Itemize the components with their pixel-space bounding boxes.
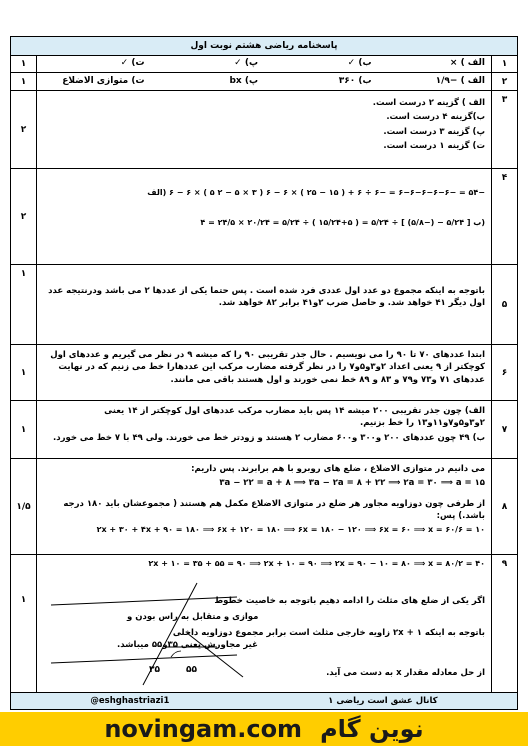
question-number: ۲ (491, 73, 517, 90)
parallel-line-bottom (51, 655, 237, 663)
option-a: الف ) −۱/۹ (435, 75, 485, 86)
question-number: ۴ (491, 169, 517, 264)
score: ۱/۵ (11, 459, 37, 554)
question-number: ۱ (491, 55, 517, 72)
question-number: ۹ (491, 555, 517, 692)
equation-a: −۵۴ = −۶−۶−۶−۶−۶ = −۶ ÷ ۶ + ( ۱۵ − ۲۵ ) × ۶ − ۶ ( ۳ × ۵ − ۲ ۵ ) × ۶ − ۶ (الف (147, 188, 485, 197)
equation: ۲x + ۱۰ = ۳۵ + ۵۵ = ۹۰ ⟹ ۲x + ۱۰ = ۹۰ ⟹ ۲x = ۹۰ − ۱۰ = ۸۰ ⟹ x = ۸۰/۲ = ۴۰ (148, 559, 485, 568)
answer-text: باتوجه به اینکه مجموع دو عدد اول عددی فرد شده است . پس حتما یکی از عددها ۲ می باشد ودرنتیجه عدد اول دیگر ۴۱ خواهد شد. و حاصل ضرب ۲و۴۱ برابر ۸۲ خواهد شد. (48, 286, 485, 309)
row-6 (11, 345, 517, 401)
row-8 (11, 459, 517, 555)
option-c: پ) bx (229, 75, 258, 86)
parallel-line-top (51, 597, 237, 605)
telegram-handle: @eshghastriazi1 (90, 696, 170, 706)
row-4 (11, 169, 517, 265)
score: ۱ (11, 55, 37, 72)
sheet-footer (10, 692, 518, 710)
row-1 (11, 55, 517, 73)
option-d: ت) متوازی الاضلاع (62, 75, 145, 86)
channel-name: کانال عشق است ریاضی ۱ (328, 696, 438, 706)
score: ۱ (11, 401, 37, 458)
answer-line: از طرفی چون دوزاویه مجاور هر ضلع در متوازی الاضلاع مکمل هم هستند ( مجموعشان باید ۱۸۰ درجه باشد.) پس: (63, 498, 485, 521)
score: ۱ (11, 73, 37, 90)
option-a: الف ) × (449, 57, 485, 68)
answer-line: الف ) گزینه ۲ درست است. (372, 98, 485, 108)
angle-label-35: ۳۵ (149, 665, 160, 675)
answer-line: اگر یکی از ضلع های مثلث را ادامه دهیم باتوجه به خاصیت خطوط (214, 596, 485, 606)
angle-arc (171, 651, 181, 657)
option-b: ب) ✓ (347, 57, 372, 68)
answer-line: پ) گزینه ۳ درست است. (383, 126, 485, 137)
score: ۱ (11, 265, 37, 344)
answer-line: باتوجه به اینکه ۱ + ۲x زاویه خارجی مثلث است برابر مجموع دوزاویه داخلی (172, 628, 485, 638)
answer-text: ابتدا عددهای ۷۰ تا ۹۰ را می نویسیم . حال جذر تقریبی ۹۰ را که میشه ۹ در نظر می گیریم و عددهای اول کوچکتر از ۹ یعنی اعداد ۲و۳و۵و۷ را در نظر گرفته مضارب مرکب این عددهارا خط می زنیم که در نهایت عددهای ۷۱ و۷۳ و۷۹ و ۸۳ و ۸۹ خط نمی خورند و اول هستند باقی می مانند. (50, 350, 485, 385)
sheet-title: پاسخنامه ریاضی هشتم نوبت اول (11, 37, 517, 56)
option-b: ب) ۳۶۰ (338, 75, 372, 86)
row-5 (11, 265, 517, 345)
answer-line: الف) چون جذر تقریبی ۲۰۰ میشه ۱۴ پس باید مضارب مرکب عددهای اول کوچکتر از ۱۴ یعنی ۲و۳و۵و۷و۱۱و۱۳ را خط بزنیم. (104, 406, 485, 429)
option-d: ت) ✓ (120, 57, 145, 68)
row-7 (11, 401, 517, 459)
row-3 (11, 91, 517, 169)
equation: ۳a − ۲۲ = a + ۸ ⟹ ۳a − ۲a = ۸ + ۲۲ ⟹ ۲a = ۳۰ ⟹ a = ۱۵ (219, 478, 485, 489)
answer-line: ب)گزینه ۴ درست است. (386, 112, 485, 123)
score: ۱ (11, 345, 37, 400)
answer-line: می دانیم در متوازی الاضلاع ، ضلع های روبرو با هم برابرند. پس داریم: (191, 464, 485, 474)
answer-line: غیر مجاورش یعنی ۳۵و۵۵ میباشد. (117, 640, 258, 650)
answer-line: از حل معادله مقدار x به دست می آید. (326, 668, 485, 678)
question-number: ۳ (491, 91, 517, 168)
brand-banner (0, 712, 528, 746)
question-number: ۵ (491, 265, 517, 344)
row-2 (11, 73, 517, 91)
transversal-figure (47, 577, 247, 689)
answer-line: ب) ۴۹ چون عددهای ۲۰۰ و۳۰۰ و۶۰۰ مضارب ۲ هستند و زودتر خط می خورند. ولی ۴۹ با ۷ خط می خورد. (53, 432, 485, 443)
equation-b: (ب [ ۵/۲۴ − (−۵/۸) ] ÷ ۵/۲۴ = ( ۵+۱۵/۲۴ ) ÷ ۵/۲۴ = ۲۰/۲۴ × ۲۴/۵ = ۴ (200, 217, 485, 227)
equation: ۲x + ۳۰ + ۴x + ۹۰ = ۱۸۰ ⟹ ۶x + ۱۲۰ = ۱۸۰ ⟹ ۶x = ۱۸۰ − ۱۲۰ ⟹ ۶x = ۶۰ ⟹ x = ۶۰/۶ = ۱۰ (96, 525, 485, 535)
score: ۱ (11, 555, 37, 692)
answer-sheet (10, 36, 518, 710)
angle-label-55: ۵۵ (186, 665, 197, 675)
question-number: ۶ (491, 345, 517, 400)
question-number: ۸ (491, 459, 517, 554)
brand-name: نوین گام (320, 715, 424, 743)
brand-url: novingam.com (104, 715, 303, 743)
option-c: پ) ✓ (234, 57, 258, 68)
answer-line: ت) گزینه ۱ درست است. (383, 140, 485, 151)
score: ۲ (11, 169, 37, 264)
score: ۲ (11, 91, 37, 168)
question-number: ۷ (491, 401, 517, 458)
answer-line: موازی و متقابل به راس بودن و (127, 612, 259, 622)
row-9 (11, 555, 517, 693)
